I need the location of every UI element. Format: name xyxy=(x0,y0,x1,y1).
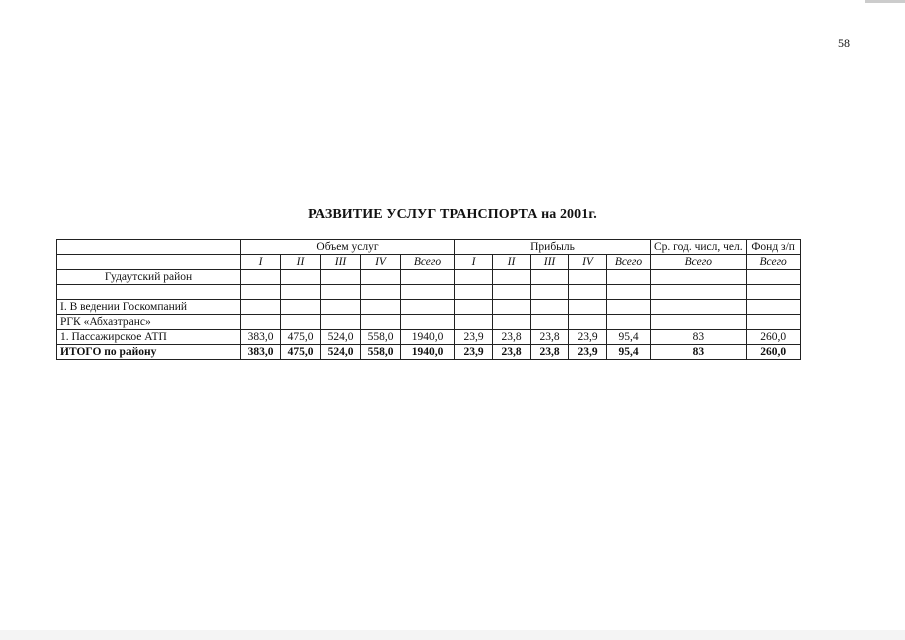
header-empty-cell xyxy=(57,240,241,255)
subheader-cell: III xyxy=(531,255,569,270)
data-cell xyxy=(281,300,321,315)
data-cell xyxy=(401,300,455,315)
data-cell: 1940,0 xyxy=(401,345,455,360)
services-table xyxy=(56,239,801,360)
data-cell: 524,0 xyxy=(321,330,361,345)
data-cell xyxy=(401,315,455,330)
data-cell xyxy=(321,285,361,300)
data-cell xyxy=(281,270,321,285)
page-title: РАЗВИТИЕ УСЛУГ ТРАНСПОРТА на 2001г. xyxy=(308,207,597,222)
data-cell xyxy=(493,300,531,315)
subheader-cell: Всего xyxy=(746,255,800,270)
subheader-cell: I xyxy=(455,255,493,270)
data-cell xyxy=(281,285,321,300)
data-cell xyxy=(493,270,531,285)
data-cell xyxy=(607,300,651,315)
scan-edge-mark xyxy=(865,0,905,3)
subheader-cell: Всего xyxy=(401,255,455,270)
data-cell: 23,9 xyxy=(569,330,607,345)
data-cell: 23,9 xyxy=(455,345,493,360)
data-cell xyxy=(361,300,401,315)
data-cell xyxy=(241,270,281,285)
data-cell: 260,0 xyxy=(746,345,800,360)
data-cell: 23,9 xyxy=(455,330,493,345)
data-cell: 383,0 xyxy=(241,330,281,345)
subheader-cell: III xyxy=(321,255,361,270)
scan-bottom-edge xyxy=(0,630,905,640)
data-cell xyxy=(455,315,493,330)
data-cell xyxy=(569,300,607,315)
data-cell xyxy=(746,300,800,315)
subheader-empty-cell xyxy=(57,255,241,270)
data-cell xyxy=(569,270,607,285)
data-cell xyxy=(401,285,455,300)
data-cell xyxy=(651,285,747,300)
subheader-cell: I xyxy=(241,255,281,270)
volume-header: Объем услуг xyxy=(241,240,455,255)
data-cell: 558,0 xyxy=(361,330,401,345)
data-cell: 383,0 xyxy=(241,345,281,360)
data-cell: 23,8 xyxy=(493,345,531,360)
data-cell xyxy=(321,315,361,330)
data-cell xyxy=(531,315,569,330)
data-cell xyxy=(531,270,569,285)
data-cell xyxy=(241,315,281,330)
table-row xyxy=(57,330,801,345)
data-cell xyxy=(746,285,800,300)
profit-header: Прибыль xyxy=(455,240,651,255)
data-cell xyxy=(455,285,493,300)
data-cell xyxy=(746,270,800,285)
table-subheader-row xyxy=(57,255,801,270)
data-cell xyxy=(361,315,401,330)
wage-fund-header: Фонд з/п xyxy=(746,240,800,255)
data-cell xyxy=(321,270,361,285)
data-cell xyxy=(455,270,493,285)
data-cell xyxy=(241,285,281,300)
data-cell xyxy=(493,315,531,330)
data-cell xyxy=(651,270,747,285)
subheader-cell: Всего xyxy=(607,255,651,270)
data-cell xyxy=(607,315,651,330)
row-name-cell: ИТОГО по району xyxy=(57,345,241,360)
data-cell: 475,0 xyxy=(281,330,321,345)
table-row xyxy=(57,315,801,330)
data-cell xyxy=(531,285,569,300)
data-cell: 558,0 xyxy=(361,345,401,360)
data-cell xyxy=(569,315,607,330)
data-cell: 260,0 xyxy=(746,330,800,345)
table-row xyxy=(57,300,801,315)
data-cell xyxy=(401,270,455,285)
row-name-cell: РГК «Абхазтранс» xyxy=(57,315,241,330)
subheader-cell: IV xyxy=(361,255,401,270)
data-cell: 1940,0 xyxy=(401,330,455,345)
data-cell xyxy=(569,285,607,300)
data-cell: 83 xyxy=(651,345,747,360)
data-cell: 23,8 xyxy=(493,330,531,345)
data-cell xyxy=(321,300,361,315)
table-group-header-row xyxy=(57,240,801,255)
data-cell xyxy=(361,270,401,285)
data-cell: 475,0 xyxy=(281,345,321,360)
data-cell xyxy=(651,300,747,315)
data-cell: 23,8 xyxy=(531,330,569,345)
avg-staff-header: Ср. год. числ, чел. xyxy=(651,240,747,255)
data-cell: 524,0 xyxy=(321,345,361,360)
data-cell xyxy=(361,285,401,300)
page-number: 58 xyxy=(838,36,850,50)
data-cell: 83 xyxy=(651,330,747,345)
subheader-cell: IV xyxy=(569,255,607,270)
data-cell xyxy=(607,285,651,300)
data-cell xyxy=(651,315,747,330)
data-cell xyxy=(531,300,569,315)
row-name-cell: 1. Пассажирское АТП xyxy=(57,330,241,345)
data-cell xyxy=(493,285,531,300)
data-cell: 95,4 xyxy=(607,345,651,360)
data-cell: 23,8 xyxy=(531,345,569,360)
subheader-cell: II xyxy=(281,255,321,270)
table-row xyxy=(57,285,801,300)
data-cell xyxy=(241,300,281,315)
data-cell xyxy=(746,315,800,330)
data-cell xyxy=(607,270,651,285)
row-name-cell xyxy=(57,285,241,300)
subheader-cell: II xyxy=(493,255,531,270)
subheader-cell: Всего xyxy=(651,255,747,270)
row-name-cell: Гудаутский район xyxy=(57,270,241,285)
data-cell xyxy=(281,315,321,330)
row-name-cell: I. В ведении Госкомпаний xyxy=(57,300,241,315)
total-row xyxy=(57,345,801,360)
data-cell xyxy=(455,300,493,315)
data-cell: 23,9 xyxy=(569,345,607,360)
table-row xyxy=(57,270,801,285)
data-cell: 95,4 xyxy=(607,330,651,345)
